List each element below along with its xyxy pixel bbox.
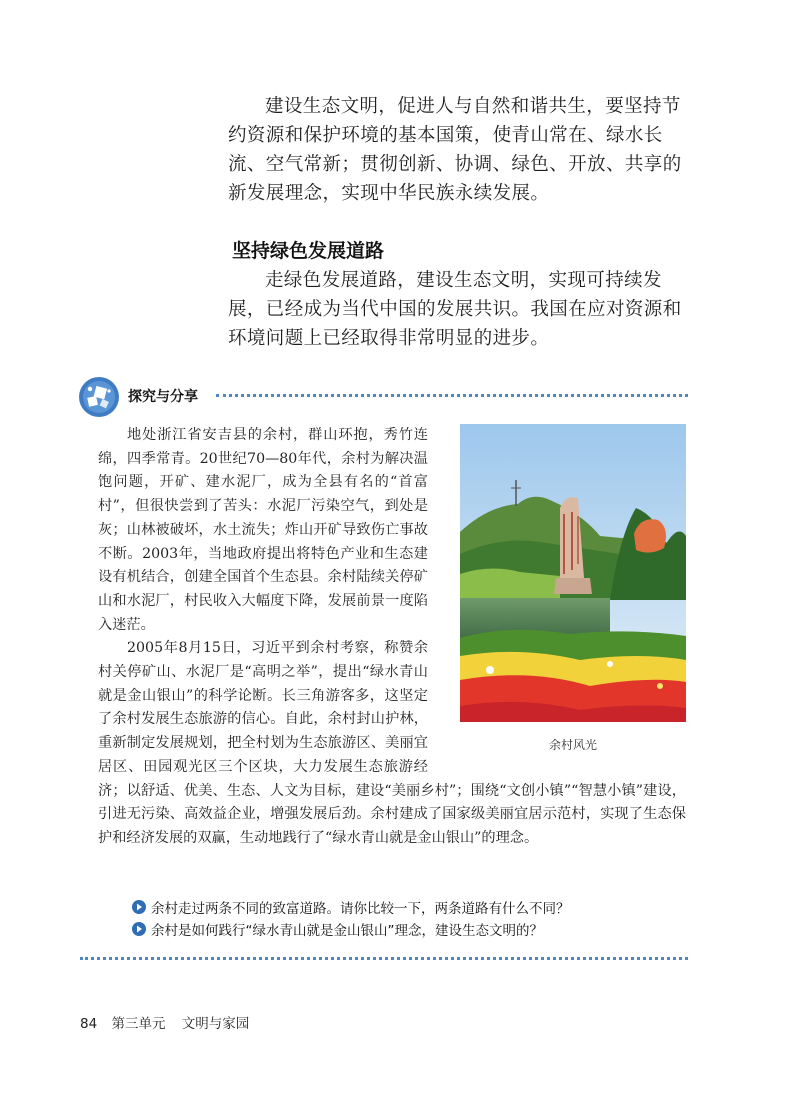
photo-caption: 余村风光 — [548, 738, 597, 752]
green-path-paragraph: 走绿色发展道路，建设生态文明，实现可持续发展，已经成为当代中国的发展共识。我国在应对资源和环境问题上已经取得非常明显的进步。 — [228, 270, 682, 349]
question-item — [132, 918, 692, 940]
question-text-2: 余村是如何践行“绿水青山就是金山银山”理念，建设生态文明的？ — [151, 923, 543, 939]
explore-title: 探究与分享 — [128, 389, 198, 405]
question-list — [132, 896, 692, 940]
story-paragraph-2: 2005年8月15日，习近平到余村考察，称赞余村关停矿山、水泥厂是“高明之举”，提出“绿水青山就是金山银山”的科学论断。长三角游客多，这坚定了余村发展生态旅游的信心。自此，余村封山护林，重新制定发展规划，把全村划为生态旅游区、美丽宜居区、田园观光区三个区块，大力发展生态旅游经济；以舒适、优美、生态、人文为目标，建设“美丽乡村”；围绕“文创小镇”“智慧小镇”建设，引进无污染、高效益企业，增强发展后劲。余村建成了国家级美丽宜居示范村，实现了生态保护和经济发展的双赢，生动地践行了“绿水青山就是金山银山”的理念。 — [98, 640, 686, 846]
unit-title: 文明与家园 — [181, 1016, 250, 1032]
section-heading: 坚持绿色发展道路 — [232, 240, 385, 262]
yucun-photo — [460, 424, 686, 722]
yucun-scenery-image — [460, 424, 686, 722]
intro-block — [228, 92, 688, 208]
story-paragraph-1: 地处浙江省安吉县的余村，群山环抱，秀竹连绵，四季常青。20世纪70—80年代，余村为解决温饱问题，开矿、建水泥厂，成为全县有名的“首富村”，但很快尝到了苦头：水泥厂污染空气，到处是灰；山林被破坏，水土流失；炸山开矿导致伤亡事故不断。2003年，当地政府提出将特色产业和生态建设有机结合，创建全国首个生态县。余村陆续关停矿山和水泥厂，村民收入大幅度下降，发展前景一度陷入迷茫。 — [98, 427, 428, 633]
photo-figure — [450, 424, 686, 768]
unit-label: 第三单元 — [111, 1016, 166, 1032]
question-text-1: 余村走过两条不同的致富道路。请你比较一下，两条道路有什么不同？ — [151, 901, 570, 917]
green-path-block — [228, 266, 688, 353]
intro-paragraph: 建设生态文明，促进人与自然和谐共生，要坚持节约资源和保护环境的基本国策，使青山常在、绿水长流、空气常新；贯彻创新、协调、绿色、开放、共享的新发展理念，实现中华民族永续发展。 — [228, 96, 682, 204]
dotted-divider-top — [216, 394, 688, 397]
story-block — [98, 424, 686, 851]
arrow-bullet-icon — [132, 900, 146, 914]
page-footer — [80, 1012, 249, 1032]
page-number: 84 — [80, 1016, 98, 1032]
explore-badge-icon — [78, 376, 120, 418]
arrow-bullet-icon — [132, 922, 146, 936]
dotted-divider-bottom — [80, 957, 688, 960]
question-item — [132, 896, 692, 918]
